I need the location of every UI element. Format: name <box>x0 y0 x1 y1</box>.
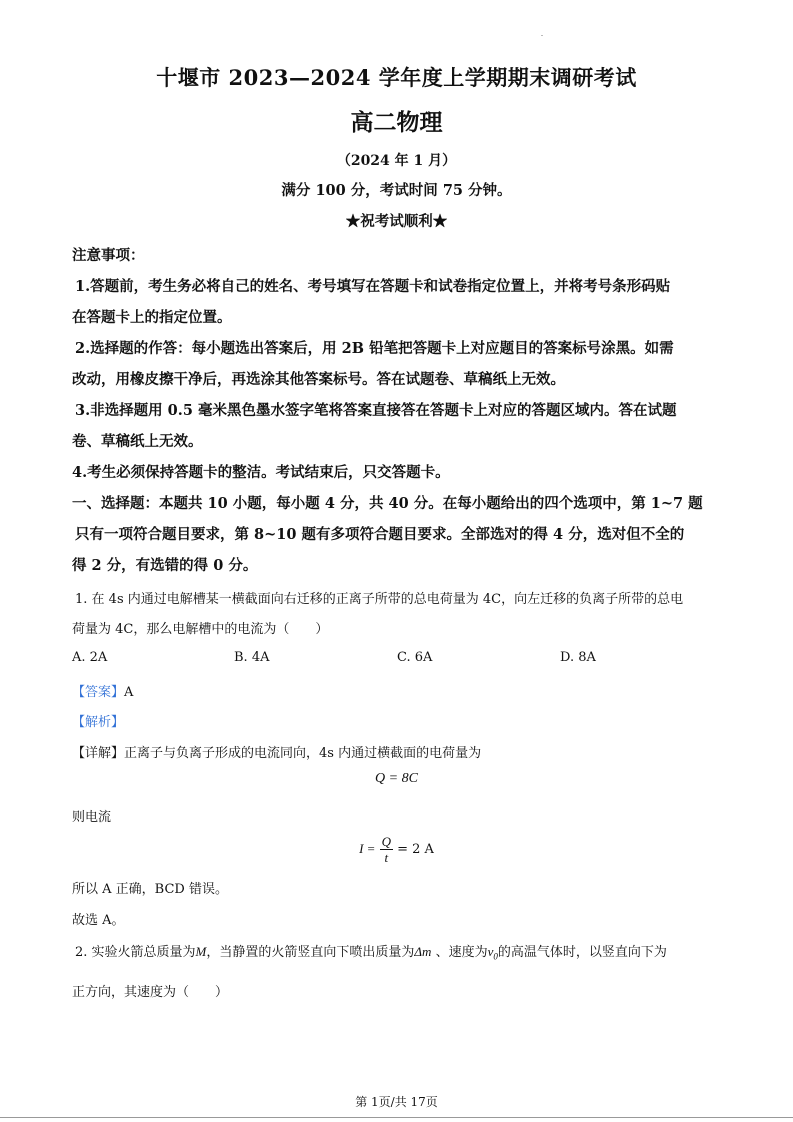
q1-option-c: C. 6A <box>397 650 433 665</box>
var-delta-mass: Δm <box>414 944 432 959</box>
section-1-heading: 一、选择题：本题共 10 小题，每小题 4 分，共 40 分。在每小题给出的四个选项中，第 1~7 题 <box>72 495 703 512</box>
q1-stem-cont: 荷量为 4C，那么电解槽中的电流为（ ） <box>72 622 329 637</box>
q2-stem <box>75 941 667 962</box>
notice-item-4: 4.考生必须保持答题卡的整洁。考试结束后，只交答题卡。 <box>72 464 450 481</box>
q1-option-b: B. 4A <box>234 650 270 665</box>
formula-charge: Q = 8C <box>375 771 418 786</box>
formula-current <box>0 834 793 865</box>
subject-title: 高二物理 <box>350 109 443 136</box>
notice-item-2: 2.选择题的作答：每小题选出答案后，用 2B 铅笔把答题卡上对应题目的答案标号涂黑。如需 <box>75 340 674 357</box>
scan-dot <box>541 35 543 36</box>
q2-stem-part: ，当静置的火箭竖直向下喷出质量为 <box>206 945 415 960</box>
q2-stem-part: 2. 实验火箭总质量为 <box>75 945 196 960</box>
var-velocity-symbol: v <box>487 944 494 959</box>
bottom-rule <box>0 1117 793 1118</box>
page-footer: 第 1页/共 17页 <box>355 1095 438 1109</box>
var-velocity-subscript: 0 <box>493 951 498 962</box>
answer-tag: 【答案】 <box>72 685 125 700</box>
q2-stem-part: 、速度为 <box>431 945 488 960</box>
formula-denominator: t <box>384 850 389 865</box>
formula-numerator: Q <box>381 834 391 849</box>
answer-value: A <box>124 685 134 700</box>
notice-heading: 注意事项： <box>72 247 145 264</box>
formula-rhs: = 2 A <box>397 842 434 857</box>
detail-tag: 【详解】 <box>72 746 125 761</box>
q2-stem-cont: 正方向，其速度为（ ） <box>72 985 229 1000</box>
formula-lhs: I = <box>359 841 376 856</box>
section-1-heading-cont: 只有一项符合题目要求，第 8~10 题有多项符合题目要求。全部选对的得 4 分，选对但不全的 <box>75 526 685 543</box>
q1-choice: 故选 A。 <box>72 913 125 928</box>
q1-option-d: D. 8A <box>560 650 596 665</box>
q1-option-a: A. 2A <box>72 650 108 665</box>
q1-detail <box>72 742 481 761</box>
q1-current-text: 则电流 <box>72 810 112 825</box>
notice-item-3-cont: 卷、草稿纸上无效。 <box>72 433 203 450</box>
notice-item-3: 3.非选择题用 0.5 毫米黑色墨水签字笔将答案直接答在答题卡上对应的答题区域内。答在试题 <box>75 402 677 419</box>
good-luck-line: ★祝考试顺利★ <box>345 213 448 230</box>
exam-title: 十堰市 2023—2024 学年度上学期期末调研考试 <box>156 65 637 90</box>
section-1-heading-cont: 得 2 分，有选错的得 0 分。 <box>72 557 258 574</box>
notice-item-2-cont: 改动，用橡皮擦干净后，再选涂其他答案标号。答在试题卷、草稿纸上无效。 <box>72 371 565 388</box>
q1-analysis-tag: 【解析】 <box>72 715 125 730</box>
var-mass: M <box>195 944 207 959</box>
formula-fraction <box>380 834 393 865</box>
notice-item-1-cont: 在答题卡上的指定位置。 <box>72 309 232 326</box>
q2-stem-part: 的高温气体时，以竖直向下为 <box>497 945 667 960</box>
score-time: 满分 100 分，考试时间 75 分钟。 <box>281 182 512 199</box>
q1-conclusion: 所以 A 正确，BCD 错误。 <box>72 882 228 897</box>
exam-date: （2024 年 1 月） <box>336 153 457 169</box>
q1-answer <box>72 681 133 700</box>
notice-item-1: 1.答题前，考生务必将自己的姓名、考号填写在答题卡和试卷指定位置上，并将考号条形码贴 <box>75 278 671 295</box>
var-velocity <box>487 944 498 962</box>
detail-text: 正离子与负离子形成的电流同向，4s 内通过横截面的电荷量为 <box>124 746 482 761</box>
q1-stem: 1. 在 4s 内通过电解槽某一横截面向右迁移的正离子所带的总电荷量为 4C，向左迁移的负离子所带的总电 <box>75 592 684 607</box>
